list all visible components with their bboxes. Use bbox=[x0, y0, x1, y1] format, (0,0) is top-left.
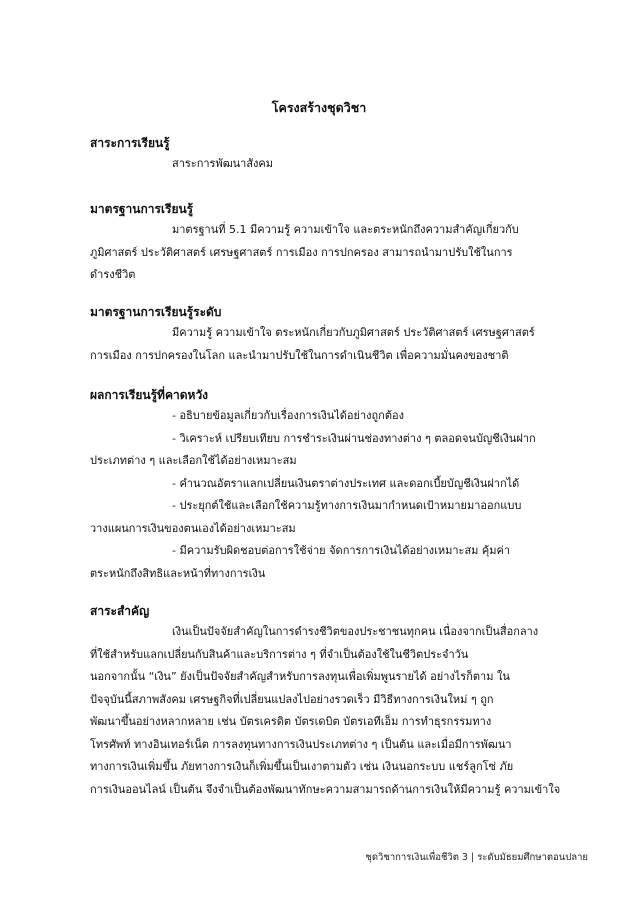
paragraph-line: การเงินออนไลน์ เป็นต้น จึงจำเป็นต้องพัฒนาทักษะความสามารถด้านการเงินให้มีความรู้ ความเข้าใจ bbox=[90, 782, 561, 796]
section-heading: มาตรฐานการเรียนรู้ bbox=[90, 202, 194, 216]
paragraph-line: ดำรงชีวิต bbox=[90, 268, 136, 281]
paragraph-line: ทางการเงินเพิ่มขึ้น ภัยทางการเงินก็เพิ่มขึ้นเป็นเงาตามตัว เช่น เงินนอกระบบ แชร์ลูกโซ่ ภัย bbox=[90, 760, 514, 773]
section-heading: สาระการเรียนรู้ bbox=[90, 136, 170, 150]
list-item: - คำนวณอัตราแลกเปลี่ยนเงินตราต่างประเทศ และดอกเบี้ยบัญชีเงินฝากได้ bbox=[172, 476, 520, 490]
list-item-continuation: ตระหนักถึงสิทธิและหน้าที่ทางการเงิน bbox=[90, 566, 266, 580]
section-heading: สาระสำคัญ bbox=[90, 604, 150, 618]
paragraph-line: ภูมิศาสตร์ ประวัติศาสตร์ เศรษฐศาสตร์ การเมือง การปกครอง สามารถนำมาปรับใช้ในการ bbox=[90, 245, 513, 259]
section-essence bbox=[90, 601, 560, 801]
section-outcomes bbox=[90, 385, 560, 585]
list-item: - อธิบายข้อมูลเกี่ยวกับเรื่องการเงินได้อย่างถูกต้อง bbox=[172, 409, 404, 422]
paragraph-line: ปัจจุบันนี้สภาพสังคม เศรษฐกิจที่เปลี่ยนแปลงไปอย่างรวดเร็ว มีวิธีทางการเงินใหม่ ๆ ถูก bbox=[90, 692, 494, 706]
paragraph-line: การเมือง การปกครองในโลก และนำมาปรับใช้ในการดำเนินชีวิต เพื่อความมั่นคงของชาติ bbox=[90, 348, 509, 362]
page-footer: ชุดวิชาการเงินเพื่อชีวิต 3 | ระดับมัธยมศึกษาตอนปลาย bbox=[365, 852, 588, 863]
list-item: - ประยุกต์ใช้และเลือกใช้ความรู้ทางการเงินมากำหนดเป้าหมายมาออกแบบ bbox=[172, 499, 522, 512]
paragraph-line: เงินเป็นปัจจัยสำคัญในการดำรงชีวิตของประชาชนทุกคน เนื่องจากเป็นสื่อกลาง bbox=[172, 625, 539, 638]
section-heading: มาตรฐานการเรียนรู้ระดับ bbox=[90, 305, 222, 319]
page-title: โครงสร้างชุดวิชา bbox=[271, 100, 367, 115]
paragraph-line: ที่ใช้สำหรับแลกเปลี่ยนกับสินค้าและบริการต่าง ๆ ที่จำเป็นต้องใช้ในชีวิตประจำวัน bbox=[90, 647, 469, 661]
paragraph-line: นอกจากนั้น “เงิน” ยังเป็นปัจจัยสำคัญสำหรับการลงทุนเพื่อเพิ่มพูนรายได้ อย่างไรก็ตาม ใน bbox=[90, 670, 510, 683]
paragraph-line: โทรศัพท์ ทางอินเทอร์เน็ต การลงทุนทางการเงินประเภทต่าง ๆ เป็นต้น และเมื่อมีการพัฒนา bbox=[90, 737, 512, 751]
section-heading: ผลการเรียนรู้ที่คาดหวัง bbox=[90, 388, 209, 402]
list-item: - วิเคราะห์ เปรียบเทียบ การชำระเงินผ่านช่องทางต่าง ๆ ตลอดจนบัญชีเงินฝาก bbox=[172, 431, 536, 445]
list-item-continuation: วางแผนการเงินของตนเองได้อย่างเหมาะสม bbox=[90, 521, 296, 535]
paragraph-line: สาระการพัฒนาสังคม bbox=[172, 157, 274, 170]
list-item: - มีความรับผิดชอบต่อการใช้จ่าย จัดการการเงินได้อย่างเหมาะสม คุ้มค่า bbox=[172, 544, 511, 557]
paragraph-line: พัฒนาขึ้นอย่างหลากหลาย เช่น บัตรเครดิต บัตรเดบิต บัตรเอทีเอ็ม การทำธุรกรรมทาง bbox=[90, 715, 492, 728]
list-item-continuation: ประเภทต่าง ๆ และเลือกใช้ได้อย่างเหมาะสม bbox=[90, 454, 297, 467]
section-level-standard bbox=[90, 302, 560, 367]
section-standard bbox=[90, 199, 560, 287]
paragraph-line: มาตรฐานที่ 5.1 มีความรู้ ความเข้าใจ และตระหนักถึงความสำคัญเกี่ยวกับ bbox=[172, 223, 519, 236]
paragraph-line: มีความรู้ ความเข้าใจ ตระหนักเกี่ยวกับภูมิศาสตร์ ประวัติศาสตร์ เศรษฐศาสตร์ bbox=[172, 326, 535, 339]
section-subject bbox=[90, 133, 560, 176]
